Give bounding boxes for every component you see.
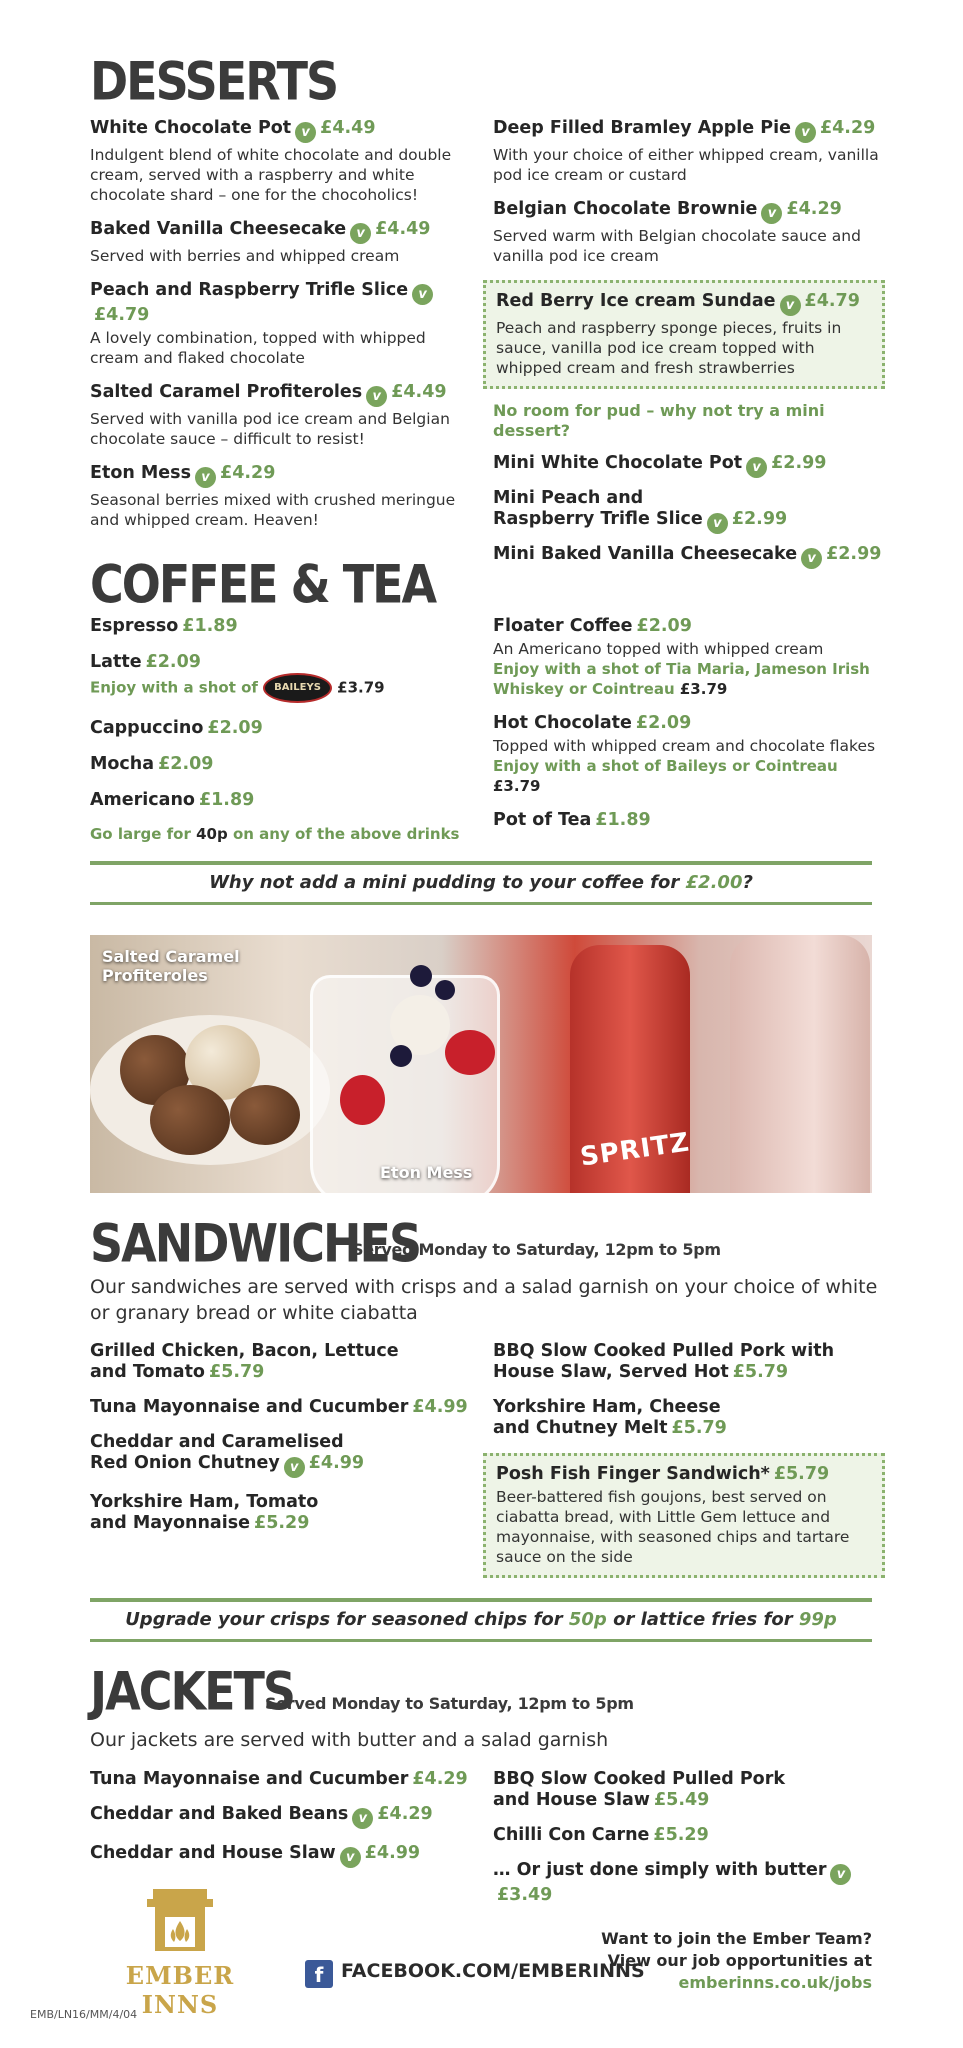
item-name: Hot Chocolate	[493, 713, 632, 733]
bottle-label: SPRITZ	[578, 1127, 692, 1173]
menu-item	[90, 1432, 490, 1478]
coffee-right-column	[493, 616, 885, 845]
item-description: Topped with whipped cream and chocolate flakes	[493, 737, 876, 755]
item-price: £4.99	[364, 1843, 421, 1863]
item-price: £4.49	[320, 118, 376, 138]
desserts-right-column	[493, 118, 885, 583]
menu-item	[493, 1341, 893, 1383]
upgrade-crisps-banner: Upgrade your crisps for seasoned chips for 50p or lattice fries for 99p	[90, 1598, 872, 1642]
menu-code: EMB/LN16/MM/4/04	[30, 2008, 138, 2021]
item-name-line1: BBQ Slow Cooked Pulled Pork with	[493, 1341, 835, 1361]
item-price: £1.89	[182, 616, 238, 636]
item-name: Espresso	[90, 616, 179, 636]
menu-item	[493, 1825, 893, 1846]
item-price: £2.09	[635, 713, 692, 733]
item-name: Tuna Mayonnaise and Cucumber	[90, 1769, 409, 1789]
vegetarian-icon: v	[707, 513, 728, 534]
blueberry	[410, 965, 432, 987]
vegetarian-icon: v	[412, 284, 433, 305]
item-name: … Or just done simply with butter	[493, 1860, 827, 1880]
item-price: £4.49	[375, 219, 431, 239]
menu-item	[90, 1804, 490, 1829]
shot-price: £3.79	[493, 777, 541, 795]
menu-item	[493, 488, 885, 534]
item-name-line1: Yorkshire Ham, Tomato	[90, 1492, 319, 1512]
desserts-title: DESSERTS	[90, 50, 338, 113]
item-name: Cheddar and House Slaw	[90, 1843, 336, 1863]
featured-dessert-box	[483, 280, 885, 389]
sandwiches-left-column	[90, 1341, 490, 1548]
menu-item	[90, 616, 490, 637]
item-price: £2.09	[636, 616, 692, 636]
sandwiches-intro: Our sandwiches are served with crisps and a salad garnish on your choice of white or granary bread or white ciabatta	[90, 1276, 878, 1324]
menu-item	[493, 1769, 893, 1811]
item-description: Indulgent blend of white chocolate and double cream, served with a raspberry and white chocolate shard – one for the chocoholics!	[90, 146, 452, 204]
jobs-block	[601, 1928, 872, 1994]
menu-item	[90, 1769, 490, 1790]
item-name-line2: Raspberry Trifle Slice	[493, 509, 703, 529]
pink-bottle	[730, 935, 870, 1193]
fireplace-icon	[145, 1885, 215, 1955]
menu-item	[90, 1341, 490, 1383]
item-name: Cheddar and Baked Beans	[90, 1804, 349, 1824]
item-price: £4.99	[412, 1397, 468, 1417]
sandwiches-subtitle: Served Monday to Saturday, 12pm to 5pm	[352, 1240, 721, 1259]
vegetarian-icon: v	[830, 1864, 851, 1885]
facebook-link[interactable]	[305, 1960, 645, 1988]
go-large-note: Go large for 40p on any of the above drinks	[90, 825, 460, 843]
item-price: £2.99	[826, 544, 882, 564]
item-name: Pot of Tea	[493, 810, 592, 830]
sandwiches-title: SANDWICHES	[90, 1212, 421, 1275]
item-name-line1: BBQ Slow Cooked Pulled Pork	[493, 1769, 785, 1789]
item-name-line1: Cheddar and Caramelised	[90, 1432, 344, 1452]
item-price: £4.29	[412, 1769, 468, 1789]
menu-item	[90, 718, 490, 739]
item-price: £4.79	[94, 305, 150, 325]
item-name: Chilli Con Carne	[493, 1825, 650, 1845]
item-name-line2: Red Onion Chutney	[90, 1453, 280, 1473]
shot-price: £3.79	[337, 678, 385, 697]
menu-item	[90, 1843, 490, 1868]
item-price: £4.29	[819, 118, 876, 138]
menu-item	[90, 652, 490, 703]
brand-name: EMBER INNS	[125, 1961, 235, 2019]
jackets-left-column	[90, 1769, 490, 1882]
item-price: £5.29	[653, 1825, 709, 1845]
item-price: £3.49	[497, 1885, 553, 1905]
mini-dessert-heading: No room for pud – why not try a mini dessert?	[493, 401, 825, 440]
jackets-title: JACKETS	[90, 1660, 295, 1723]
menu-item	[493, 453, 885, 478]
profiterole	[230, 1085, 300, 1145]
shot-offer: Enjoy with a shot of Tia Maria, Jameson Irish Whiskey or Cointreau	[493, 660, 870, 698]
photo-caption-profiteroles: Salted Caramel Profiteroles	[102, 947, 240, 985]
menu-item	[493, 810, 885, 831]
item-name-line1: Mini Peach and	[493, 488, 644, 508]
jobs-line2: View our job opportunities at	[607, 1951, 872, 1970]
item-price: £5.29	[254, 1513, 310, 1533]
menu-item	[493, 544, 885, 569]
item-price: £5.79	[773, 1464, 830, 1484]
coffee-left-column	[90, 616, 490, 844]
item-description: An Americano topped with whipped cream	[493, 640, 824, 658]
jobs-line1: Want to join the Ember Team?	[601, 1929, 872, 1948]
item-name: Peach and Raspberry Trifle Slice	[90, 280, 409, 300]
item-price: £4.99	[308, 1453, 365, 1473]
menu-item	[493, 616, 885, 699]
item-price: £2.99	[731, 509, 788, 529]
item-price: £1.89	[198, 790, 255, 810]
menu-item	[493, 1860, 893, 1906]
sandwiches-right-column	[493, 1341, 893, 1578]
ember-inns-logo	[90, 1885, 270, 2019]
menu-item	[90, 754, 490, 775]
item-name: Mini Baked Vanilla Cheesecake	[493, 544, 798, 564]
facebook-url: FACEBOOK.COM/EMBERINNS	[341, 1960, 645, 1982]
item-name: Eton Mess	[90, 463, 192, 483]
vegetarian-icon: v	[350, 223, 371, 244]
item-name: Cappuccino	[90, 718, 204, 738]
item-description: Seasonal berries mixed with crushed meringue and whipped cream. Heaven!	[90, 491, 456, 529]
item-price: £4.29	[377, 1804, 433, 1824]
featured-sandwich-box	[483, 1453, 885, 1578]
item-description: Served with berries and whipped cream	[90, 247, 400, 265]
strawberry	[340, 1075, 385, 1125]
item-price: £5.79	[671, 1418, 727, 1438]
item-price: £1.89	[595, 810, 651, 830]
menu-item	[90, 118, 470, 205]
item-name: Mocha	[90, 754, 155, 774]
menu-item	[493, 118, 885, 185]
menu-item	[90, 382, 470, 449]
menu-item	[493, 713, 885, 796]
baileys-logo: BAILEYS	[263, 673, 332, 703]
item-name: White Chocolate Pot	[90, 118, 292, 138]
item-name: Baked Vanilla Cheesecake	[90, 219, 347, 239]
menu-item	[90, 790, 490, 811]
item-description: A lovely combination, topped with whipped cream and flaked chocolate	[90, 329, 426, 367]
menu-item	[90, 463, 470, 530]
vegetarian-icon: v	[352, 1808, 373, 1829]
menu-item	[493, 1397, 893, 1439]
item-name-line2: and Chutney Melt	[493, 1418, 668, 1438]
item-name-line1: Grilled Chicken, Bacon, Lettuce	[90, 1341, 399, 1361]
vegetarian-icon: v	[195, 467, 216, 488]
jackets-right-column	[493, 1769, 893, 1920]
vegetarian-icon: v	[780, 295, 801, 316]
item-name: Tuna Mayonnaise and Cucumber	[90, 1397, 409, 1417]
blueberry	[435, 980, 455, 1000]
photo-caption-eton-mess: Eton Mess	[380, 1163, 473, 1182]
item-price: £4.79	[804, 291, 860, 311]
item-description: Peach and raspberry sponge pieces, fruits in sauce, vanilla pod ice cream topped with whipped cream and fresh strawberries	[496, 319, 842, 377]
item-price: £5.79	[208, 1362, 265, 1382]
menu-item	[90, 219, 470, 266]
item-description: Served with vanilla pod ice cream and Belgian chocolate sauce – difficult to resist!	[90, 410, 450, 448]
vegetarian-icon: v	[761, 203, 782, 224]
strawberry	[445, 1030, 495, 1075]
item-price: £2.99	[771, 453, 827, 473]
item-name: Floater Coffee	[493, 616, 633, 636]
item-name-line1: Yorkshire Ham, Cheese	[493, 1397, 721, 1417]
vegetarian-icon: v	[295, 122, 316, 143]
menu-item	[90, 1492, 490, 1534]
menu-item	[90, 280, 470, 368]
item-name-line2: and Tomato	[90, 1362, 205, 1382]
item-name: Posh Fish Finger Sandwich*	[496, 1464, 770, 1484]
item-description: With your choice of either whipped cream, vanilla pod ice cream or custard	[493, 146, 879, 184]
menu-item	[493, 199, 885, 266]
desserts-left-column	[90, 118, 470, 544]
item-name: Mini White Chocolate Pot	[493, 453, 743, 473]
item-price: £5.79	[732, 1362, 789, 1382]
item-name: Salted Caramel Profiteroles	[90, 382, 363, 402]
vegetarian-icon: v	[801, 548, 822, 569]
vegetarian-icon: v	[795, 122, 816, 143]
jobs-link[interactable]: emberinns.co.uk/jobs	[678, 1973, 872, 1992]
item-description: Beer-battered fish goujons, best served on ciabatta bread, with Little Gem lettuce and mayonnaise, with seasoned chips and tartare sauce on the side	[496, 1488, 850, 1566]
item-name: Deep Filled Bramley Apple Pie	[493, 118, 791, 138]
item-name: Red Berry Ice cream Sundae	[496, 291, 776, 311]
shot-offer: Enjoy with a shot of Baileys or Cointreau	[493, 757, 838, 775]
vegetarian-icon: v	[340, 1847, 361, 1868]
coffee-title: COFFEE & TEA	[90, 553, 436, 616]
item-price: £4.49	[391, 382, 447, 402]
jackets-subtitle: Served Monday to Saturday, 12pm to 5pm	[265, 1694, 634, 1713]
item-name-line2: and House Slaw	[493, 1790, 650, 1810]
menu-item	[90, 1397, 490, 1418]
item-price: £2.09	[158, 754, 214, 774]
jackets-intro: Our jackets are served with butter and a salad garnish	[90, 1729, 609, 1751]
item-price: £4.29	[786, 199, 842, 219]
item-name: Latte	[90, 652, 142, 672]
item-name: Belgian Chocolate Brownie	[493, 199, 758, 219]
item-name: Americano	[90, 790, 195, 810]
shot-offer: Enjoy with a shot of	[90, 678, 258, 697]
facebook-icon: f	[305, 1960, 333, 1988]
mini-pudding-banner: Why not add a mini pudding to your coffee for £2.00?	[90, 861, 872, 905]
profiterole	[150, 1085, 230, 1155]
item-price: £2.09	[207, 718, 263, 738]
blueberry	[390, 1045, 412, 1067]
item-description: Served warm with Belgian chocolate sauce and vanilla pod ice cream	[493, 227, 861, 265]
vegetarian-icon: v	[284, 1457, 305, 1478]
item-price: £4.29	[220, 463, 276, 483]
shot-price: £3.79	[679, 680, 728, 698]
item-name-line2: House Slaw, Served Hot	[493, 1362, 729, 1382]
vegetarian-icon: v	[366, 386, 387, 407]
item-price: £2.09	[145, 652, 201, 672]
dessert-photo	[90, 935, 872, 1193]
item-name-line2: and Mayonnaise	[90, 1513, 251, 1533]
vegetarian-icon: v	[746, 457, 767, 478]
item-price: £5.49	[653, 1790, 710, 1810]
